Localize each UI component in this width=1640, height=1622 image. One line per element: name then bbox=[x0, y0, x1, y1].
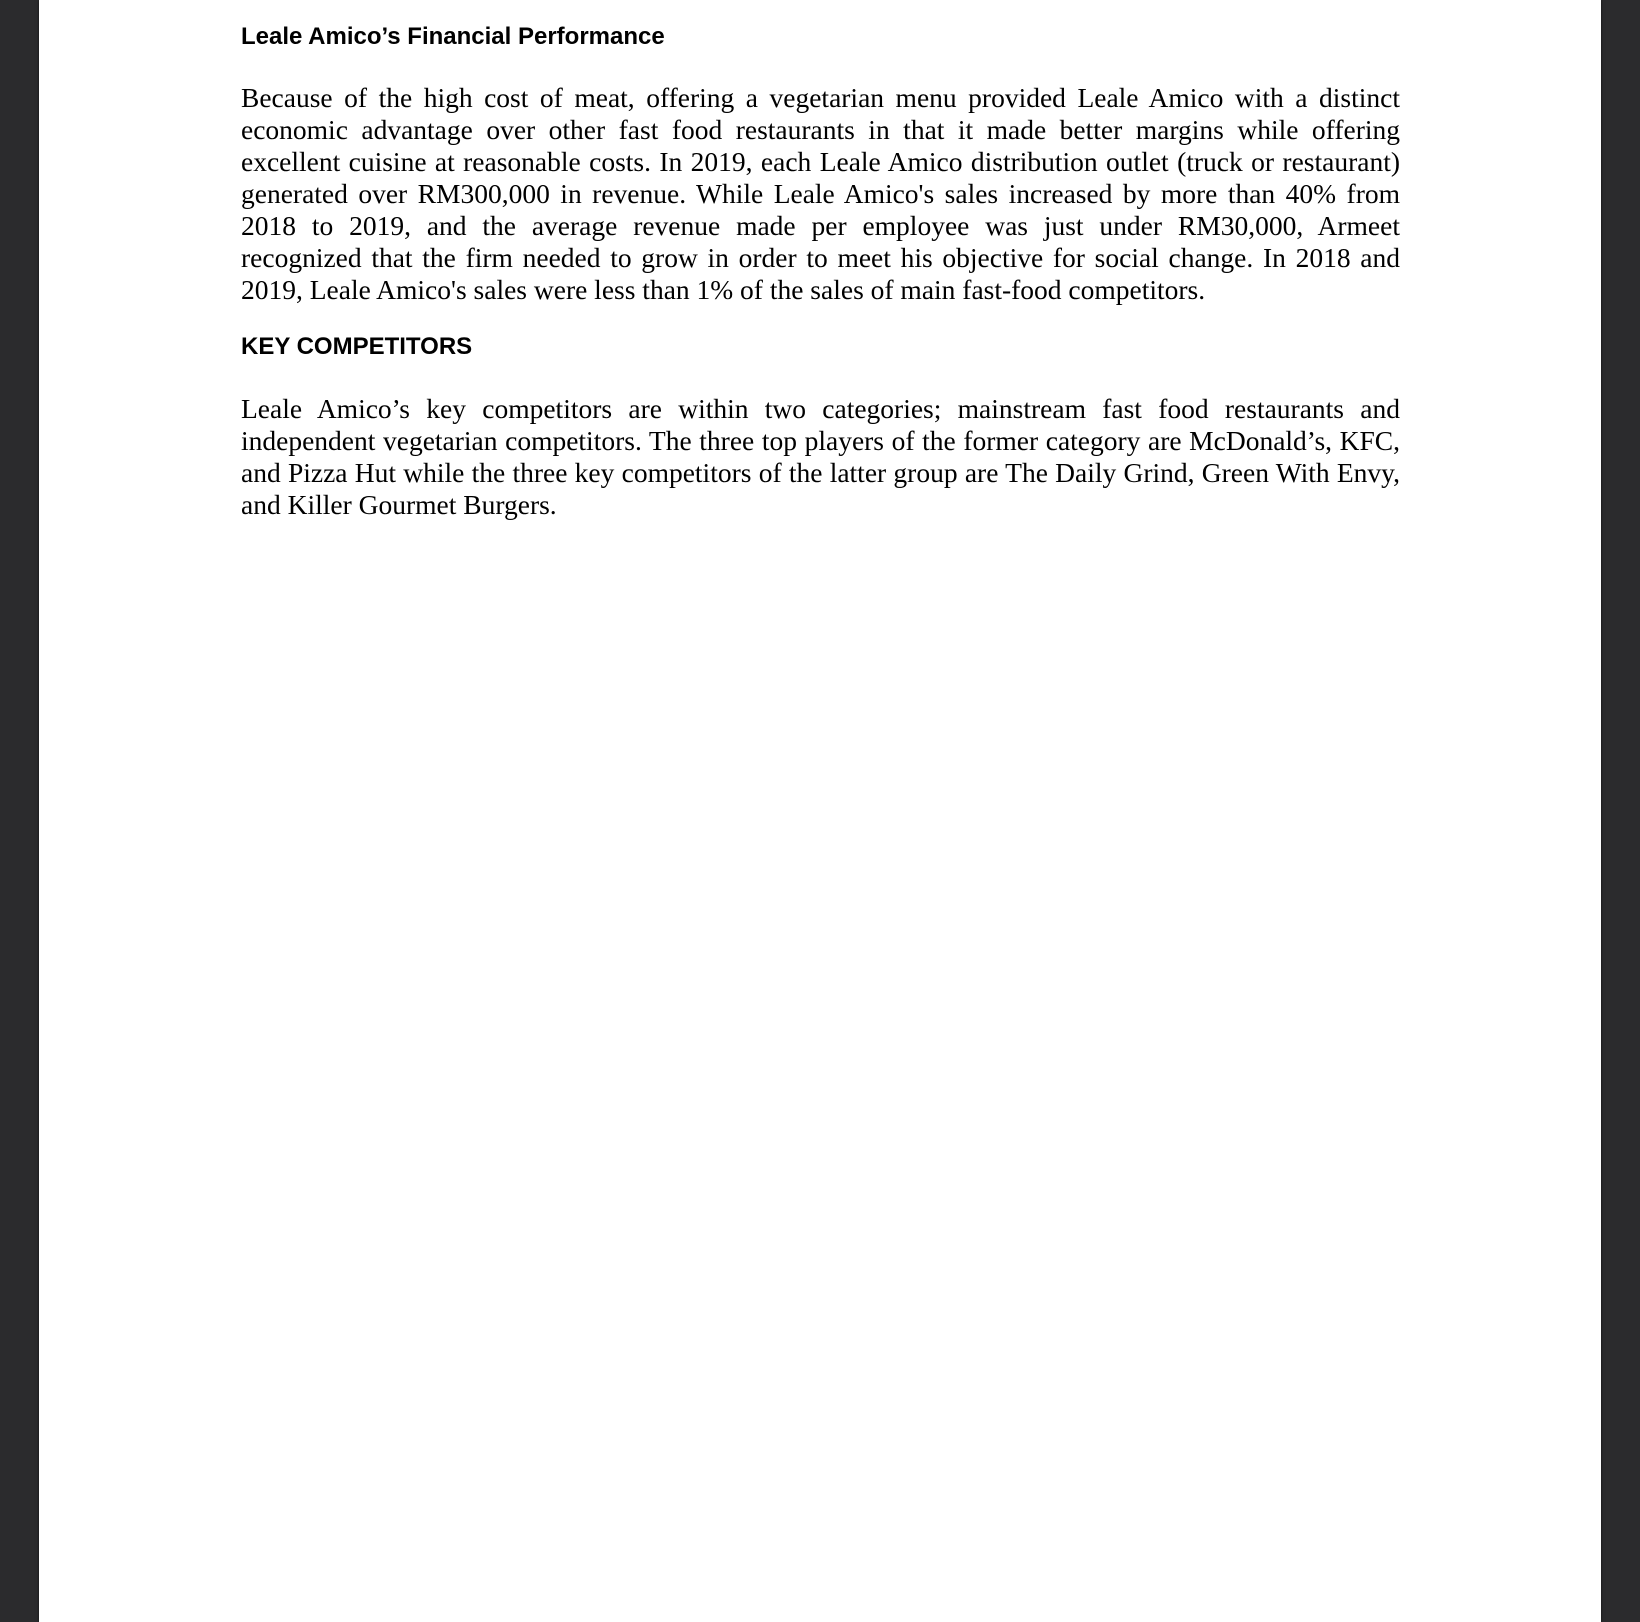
key-competitors-paragraph: Leale Amico’s key competitors are within two categories; mainstream fast food restaurants and independent vegetarian competitors. The three top players of the former category are McDonald’s, KFC, and Pizza Hut while the three key competitors of the latter group are The Daily Grind, Green With Envy, and Killer Gourmet Burgers. bbox=[241, 393, 1400, 520]
financial-performance-heading: Leale Amico’s Financial Performance bbox=[241, 23, 665, 50]
financial-performance-paragraph: Because of the high cost of meat, offering a vegetarian menu provided Leale Amico with a distinct economic advantage over other fast food restaurants in that it made better margins while offering excellent cuisine at reasonable costs. In 2019, each Leale Amico distribution outlet (truck or restaurant) generated over RM300,000 in revenue. While Leale Amico's sales increased by more than 40% from 2018 to 2019, and the average revenue made per employee was just under RM30,000, Armeet recognized that the firm needed to grow in order to meet his objective for social change. In 2018 and 2019, Leale Amico's sales were less than 1% of the sales of main fast-food competitors. bbox=[241, 82, 1400, 305]
key-competitors-heading: KEY COMPETITORS bbox=[241, 333, 473, 360]
page-content bbox=[241, 20, 1400, 521]
document-page bbox=[39, 0, 1601, 1622]
